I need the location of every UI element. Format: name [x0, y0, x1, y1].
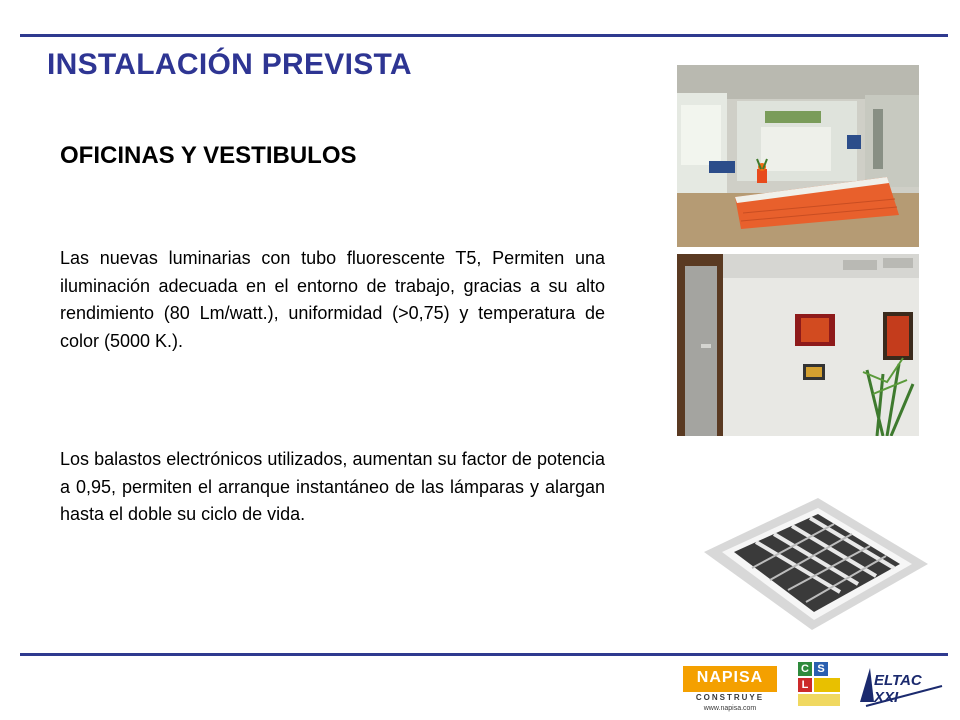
csl-logo-l: L	[798, 678, 812, 692]
csl-logo-s: S	[814, 662, 828, 676]
eltac-logo-name: ELTAC XXI	[874, 672, 922, 706]
eltac-logo	[856, 662, 946, 712]
csl-logo-band-lower	[798, 694, 840, 706]
napisa-logo-website: www.napisa.com	[703, 705, 757, 712]
bottom-divider	[20, 653, 948, 656]
slide-title: INSTALACIÓN PREVISTA	[47, 48, 412, 81]
csl-logo-c: C	[798, 662, 812, 676]
csl-logo	[794, 660, 856, 710]
paragraph-ballasts: Los balastos electrónicos utilizados, aumentan su factor de potencia a 0,95, permiten el arranque instantáneo de las lámparas y alargan hasta el doble su ciclo de vida.	[60, 449, 605, 524]
napisa-logo	[680, 660, 780, 716]
fluorescent-fixture-photo	[700, 492, 932, 634]
paragraph-luminaires: Las nuevas luminarias con tubo fluorescente T5, Permiten una iluminación adecuada en el entorno de trabajo, gracias a su alto rendimiento (80 Lm/watt.), uniformidad (>0,75) y temperatura de color (5000 K.).	[60, 248, 605, 351]
footer-logos	[680, 660, 950, 716]
napisa-logo-subtitle: CONSTRUYE	[695, 693, 765, 702]
reception-photo	[677, 65, 919, 247]
napisa-logo-name: NAPISA	[696, 669, 764, 686]
section-title: OFICINAS Y VESTIBULOS	[60, 142, 357, 169]
top-divider	[20, 34, 948, 37]
csl-logo-band	[814, 678, 840, 692]
office-photo	[677, 254, 919, 436]
